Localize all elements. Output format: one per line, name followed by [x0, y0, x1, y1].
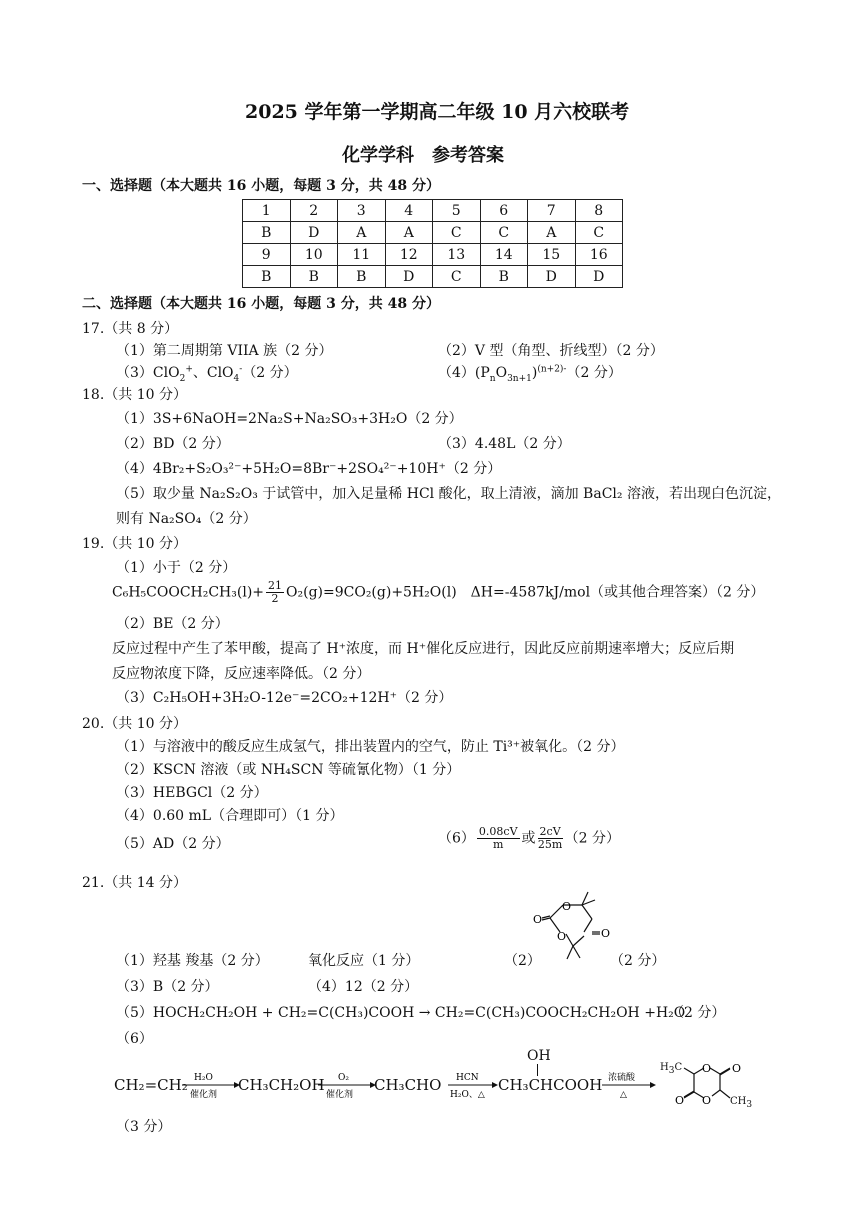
q19-explanation-1: 反应过程中产生了苯甲酸，提高了 H⁺浓度，而 H⁺催化反应进行，因此反应前期速率增大；反应后期: [112, 641, 735, 657]
q20-answer-3: （3）HEBGCl（2 分）: [116, 785, 268, 801]
q19-heading: 19.（共 10 分）: [82, 536, 187, 552]
exam-title: 2025 学年第一学期高二年级 10 月六校联考: [245, 101, 630, 123]
q21-answer-6-score: （3 分）: [116, 1119, 172, 1135]
question-number-cell: 3: [338, 200, 386, 222]
arrow-4-reagent: 浓硫酸: [608, 1073, 636, 1083]
ring-o-bottom: O: [557, 930, 567, 943]
carbonyl-o-right: O: [601, 927, 611, 940]
q19-answer-1: （1）小于（2 分）: [116, 560, 237, 576]
q17-answer-4: $(4)(P_nO_{3n+1})^{(n+2)-}(2$ 分）: [438, 364, 622, 384]
question-number-cell: 13: [433, 244, 481, 266]
q21-answer-3: （3）B（2 分）: [116, 979, 219, 995]
question-number-cell: 6: [480, 200, 528, 222]
scheme-oh-bond: [537, 1064, 538, 1076]
arrow-3-condition: H₂O、△: [450, 1090, 485, 1100]
lactide-o-top: O: [702, 1062, 712, 1075]
q17-answer-1: （1）第二周期第 VIIA 族（2 分）: [116, 343, 333, 359]
q20-answer-1: （1）与溶液中的酸反应生成氢气，排出装置内的空气，防止 Ti³⁺被氧化。（2 分）: [116, 739, 625, 755]
scheme-arrow-4: [600, 1068, 656, 1102]
question-number-cell: 5: [433, 200, 481, 222]
answer-row: [243, 266, 623, 288]
q18-answer-1: （1）3S+6NaOH=2Na₂S+Na₂SO₃+3H₂O（2 分）: [116, 411, 463, 427]
q21-answer-2-label: （2）: [504, 953, 541, 969]
scheme-arrow-1: [180, 1068, 240, 1102]
question-number-cell: 4: [385, 200, 433, 222]
scheme-ethylene: CH₂=CH₂: [114, 1076, 188, 1094]
answer-cell: A: [528, 222, 576, 244]
question-number-cell: 11: [338, 244, 386, 266]
lactide-carbonyl-o-left: O: [675, 1094, 685, 1107]
question-number-cell: 9: [243, 244, 291, 266]
question-number-row: [243, 244, 623, 266]
q21-answer-5-score: （2 分）: [670, 1005, 726, 1021]
scheme-oh-group: OH: [527, 1048, 551, 1064]
scheme-arrow-3: [446, 1068, 498, 1102]
arrow-2-reagent: O₂: [338, 1073, 349, 1083]
q21-answer-1: （1）羟基 羧基（2 分）: [116, 953, 269, 969]
scheme-arrow-2: [316, 1068, 376, 1102]
q21-answer-5: （5）HOCH₂CH₂OH + CH₂=C(CH₃)COOH → CH₂=C(CH₃)COOCH₂CH₂OH +H₂O: [116, 1005, 686, 1021]
q19-answer-3: （3）C₂H₅OH+3H₂O-12e⁻=2CO₂+12H⁺（2 分）: [116, 690, 453, 706]
q17-answer-3: （3）ClO$_2$+、ClO$_4$-（2 分）: [116, 364, 298, 384]
arrow-2-condition: 催化剂: [326, 1090, 354, 1100]
q21-answer-2-score: （2 分）: [610, 953, 666, 969]
page-subtitle: 化学学科 参考答案: [342, 145, 504, 166]
carbonyl-o-left: O: [533, 913, 543, 926]
question-number-cell: 16: [575, 244, 623, 266]
question-number-cell: 7: [528, 200, 576, 222]
answer-cell: C: [433, 266, 481, 288]
q17-heading: 17.（共 8 分）: [82, 321, 179, 337]
answer-cell: B: [480, 266, 528, 288]
answer-row: [243, 222, 623, 244]
ring-o-top: O: [562, 900, 572, 913]
section-2-heading: 二、选择题（本大题共 16 小题，每题 3 分，共 48 分）: [82, 296, 440, 312]
answer-cell: D: [575, 266, 623, 288]
question-number-cell: 2: [290, 200, 338, 222]
q18-heading: 18.（共 10 分）: [82, 387, 187, 403]
q20-answer-4: （4）0.60 mL（合理即可）（1 分）: [116, 808, 344, 824]
answer-cell: B: [290, 266, 338, 288]
arrow-1-reagent: H₂O: [194, 1073, 213, 1083]
answer-cell: C: [480, 222, 528, 244]
q18-answer-4: （4）4Br₂+S₂O₃²⁻+5H₂O=8Br⁻+2SO₄²⁻+10H⁺（2 分）: [116, 461, 502, 477]
q21-heading: 21.（共 14 分）: [82, 875, 187, 891]
arrow-1-condition: 催化剂: [190, 1090, 218, 1100]
q18-answer-5: （5）取少量 Na₂S₂O₃ 于试管中，加入足量稀 HCl 酸化，取上清液，滴加 BaCl₂ 溶液，若出现白色沉淀，: [116, 486, 781, 502]
arrow-4-condition: △: [620, 1090, 627, 1100]
scheme-lactic-acid: CH₃CHCOOH: [498, 1076, 603, 1094]
question-number-cell: 14: [480, 244, 528, 266]
q21-answer-6-label: （6）: [116, 1031, 153, 1047]
answer-cell: D: [528, 266, 576, 288]
lactide-methyl-right: $CH_3$: [730, 1096, 753, 1110]
answer-cell: B: [243, 266, 291, 288]
arrow-3-reagent: HCN: [456, 1073, 479, 1083]
question-number-cell: 12: [385, 244, 433, 266]
answer-cell: A: [338, 222, 386, 244]
lactide-o-bottom: O: [702, 1094, 712, 1107]
q21-answer-4: （4）12（2 分）: [308, 979, 419, 995]
q20-answer-2: （2）KSCN 溶液（或 NH₄SCN 等硫氰化物）（1 分）: [116, 762, 461, 778]
question-number-row: [243, 200, 623, 222]
section-1-heading: 一、选择题（本大题共 16 小题，每题 3 分，共 48 分）: [82, 178, 440, 194]
question-number-cell: 1: [243, 200, 291, 222]
q18-answer-3: （3）4.48L（2 分）: [438, 436, 571, 452]
q18-answer-2: （2）BD（2 分）: [116, 436, 230, 452]
q18-answer-5-cont: 则有 Na₂SO₄（2 分）: [116, 511, 257, 527]
q19-equation: C₆H₅COOCH₂CH₃(l)+ $\frac{21}{2}$ O₂(g)=9CO₂(g)+5H₂O(l) ΔH=-4587kJ/mol（或其他合理答案）（2 分）: [112, 579, 765, 605]
answer-cell: B: [243, 222, 291, 244]
answer-cell: C: [433, 222, 481, 244]
scheme-acetaldehyde: CH₃CHO: [374, 1076, 442, 1094]
q20-answer-5: （5）AD（2 分）: [116, 836, 230, 852]
question-number-cell: 15: [528, 244, 576, 266]
scheme-ethanol: CH₃CH₂OH: [238, 1076, 325, 1094]
lactide-methyl-left: $H_3C$: [660, 1062, 683, 1076]
answer-cell: D: [385, 266, 433, 288]
q17-answer-2: （2）V 型（角型、折线型）（2 分）: [438, 343, 664, 359]
answer-cell: A: [385, 222, 433, 244]
q21-answer-1b: 氧化反应（1 分）: [308, 953, 420, 969]
q19-explanation-2: 反应物浓度下降，反应速率降低。（2 分）: [112, 666, 371, 682]
answer-table: [242, 199, 623, 288]
answer-cell: D: [290, 222, 338, 244]
question-number-cell: 8: [575, 200, 623, 222]
lactide-carbonyl-o-right: O: [732, 1062, 742, 1075]
answer-cell: B: [338, 266, 386, 288]
question-number-cell: 10: [290, 244, 338, 266]
q20-answer-6: （6） $\frac{0.08cV}{m}$ 或 $\frac{2cV}{25m}$ （2 分）: [438, 825, 620, 851]
dioxane-dione-structure: [528, 880, 618, 970]
q20-heading: 20.（共 10 分）: [82, 716, 187, 732]
q19-answer-2: （2）BE（2 分）: [116, 616, 229, 632]
answer-cell: C: [575, 222, 623, 244]
